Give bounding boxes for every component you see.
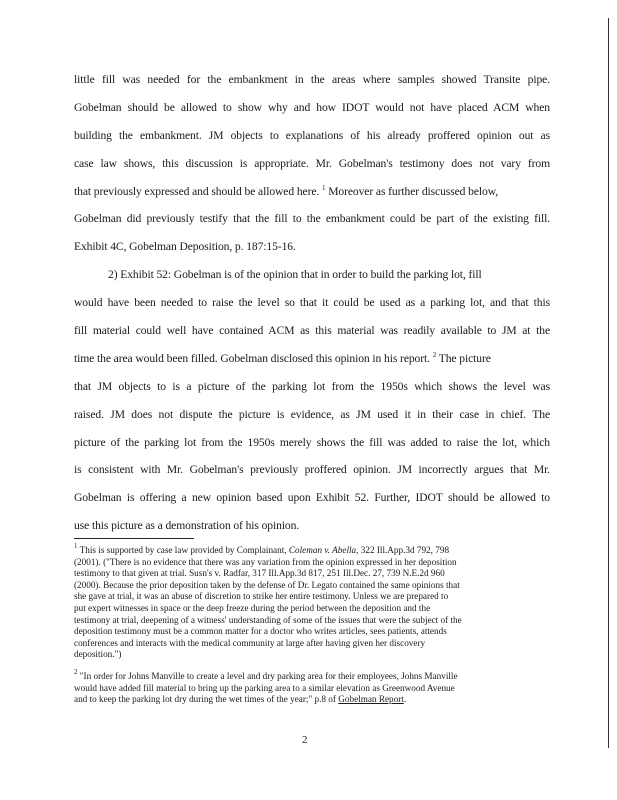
page-edge-line (608, 18, 609, 748)
footnote-1-lead: This is supported by case law provided by Complainant, (77, 545, 289, 555)
body-line: little fill was needed for the embankment in the areas where samples showed Transite pipe. (74, 73, 550, 86)
body-text (74, 66, 550, 540)
body-line-part: time the area would been filled. Gobelman disclosed this opinion in his report. (74, 351, 430, 365)
body-line-part: that previously expressed and should be allowed here. (74, 184, 320, 198)
body-line: Exhibit 4C, Gobelman Deposition, p. 187:15-16. (74, 240, 296, 254)
body-line: case law shows, this discussion is appropriate. Mr. Gobelman's testimony does not vary from (74, 156, 550, 170)
body-line-part: Moreover as further discussed below, (325, 184, 499, 198)
footnote-1-line: conferences and interacts with the medical community at large after having given her discovery (74, 637, 426, 648)
footnote-1-line: (2001). ("There is no evidence that there was any variation from the opinion expressed in her deposition (74, 556, 457, 567)
footnote-separator (74, 538, 194, 539)
footnote-mark-2: 2 (74, 667, 78, 676)
footnote-1-line: testimony at trial, deepening of a witness' understanding of some of the issues that were the subject of the (74, 614, 462, 625)
page-number: 2 (302, 734, 308, 746)
footnote-2-text: "In order for Johns Manville to create a level and dry parking area for their employees, Johns Manville (77, 670, 458, 681)
footnote-1-line (74, 542, 550, 557)
footnote-2-line: would have added fill material to bring up the parking area to a similar elevation as Greenwood Avenue (74, 682, 455, 693)
body-line (74, 345, 550, 373)
footnotes (74, 542, 550, 706)
body-line (74, 178, 550, 206)
footnote-ref-2: 2 (432, 350, 437, 359)
footnote-2-line (74, 667, 550, 683)
body-line: would have been needed to raise the level so that it could be used as a parking lot, and that this (74, 296, 550, 310)
body-line: Gobelman is offering a new opinion based upon Exhibit 52. Further, IDOT should be allowed to (74, 491, 550, 505)
footnote-1-line: deposition.") (74, 649, 122, 660)
body-line: raised. JM does not dispute the picture is evidence, as JM used it in their case in chief. The (74, 407, 550, 421)
footnote-gap (74, 661, 550, 671)
footnote-mark-1: 1 (74, 542, 78, 550)
footnote-2-last: and to keep the parking lot dry during the wet times of the year;" p.8 of (74, 694, 339, 705)
body-line: Gobelman did previously testify that the fill to the embankment could be part of the existing fill. (74, 212, 550, 226)
footnote-1-line: put expert witnesses in space or the deep freeze during the period between the deposition and the (74, 602, 431, 613)
footnote-1-line: testimony to that given at trial. Susn's v. Radfar, 317 Ill.App.3d 817, 251 Ill.Dec. 27, 739 N.E.2d 960 (74, 568, 445, 579)
footnote-2-line (74, 694, 550, 706)
footnote-1-cite: , 322 Ill.App.3d 792, 798 (356, 545, 450, 555)
body-line: fill material could well have contained ACM as this material was readily available to JM at the (74, 324, 550, 338)
footnote-1-line: (2000). Because the prior deposition taken by the defense of Dr. Legato contained the same opinions that (74, 579, 460, 590)
footnote-1-case-name: Coleman v. Abella (288, 545, 357, 555)
footnote-2-end: . (403, 694, 407, 705)
body-line: 2) Exhibit 52: Gobelman is of the opinion that in order to build the parking lot, fill (108, 268, 482, 282)
body-line: Gobelman should be allowed to show why and how IDOT would not have placed ACM when (74, 100, 550, 114)
body-line: building the embankment. JM objects to explanations of his already proffered opinion out as (74, 128, 550, 142)
footnote-ref-1: 1 (322, 183, 326, 192)
body-line-part: The picture (436, 351, 491, 365)
footnote-1-line: she gave at trial, it was an abuse of discretion to strike her entire testimony. Unless we are prepared to (74, 591, 449, 602)
footnote-2-report-ref: Gobelman Report (338, 694, 404, 705)
footnote-1-line: deposition testimony must be a common matter for a doctor who writes articles, sees patients, attends (74, 626, 447, 637)
body-line: picture of the parking lot from the 1950s merely shows the fill was added to raise the lot, which (74, 435, 550, 449)
body-line: use this picture as a demonstration of his opinion. (74, 519, 300, 533)
body-line: is consistent with Mr. Gobelman's previously proffered opinion. JM incorrectly argues that Mr. (74, 463, 550, 477)
body-line: that JM objects to is a picture of the parking lot from the 1950s which shows the level was (74, 379, 550, 393)
